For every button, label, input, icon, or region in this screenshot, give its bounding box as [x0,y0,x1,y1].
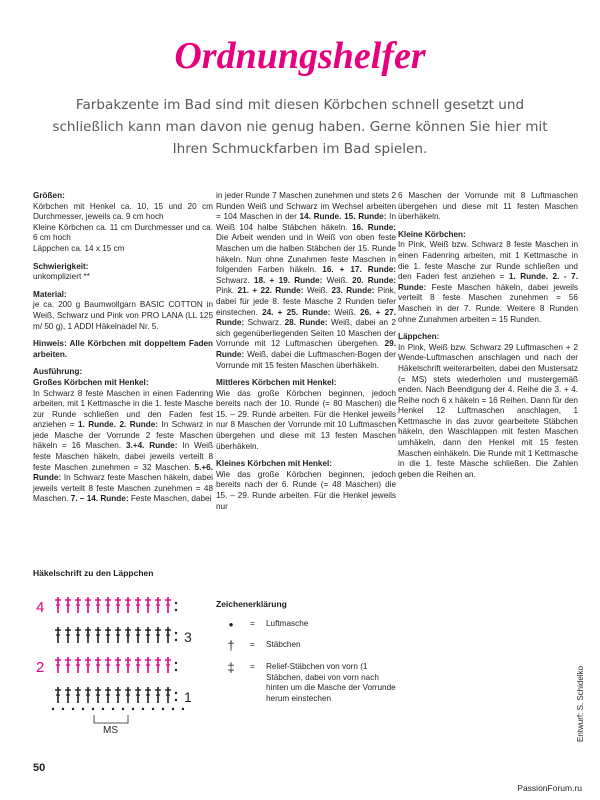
stitch-symbol [115,627,121,643]
relief-stitch-icon: ‡ [227,660,235,675]
instruction-text: In Pink, Weiß bzw. Schwarz 8 feste Maschen in einen Fadenring arbeiten, mit 1 Kettmasche in die 1. feste Masche zur Runde schließen und den Faden fest anziehen = [398,240,578,282]
sizes-line: Läppchen ca. 14 x 15 cm [33,243,125,253]
round-label: 16. Runde: [351,222,396,232]
chain-dot [142,708,144,710]
cloths-section [398,332,578,480]
stitch-symbol [165,657,171,673]
chain-dot [175,662,177,664]
stitch-symbol [165,597,171,613]
stitch-symbol [85,627,91,643]
legend-text: Stäbchen [266,640,301,649]
stitch-symbol [105,627,111,643]
sizes-section [33,191,213,255]
sizes-line: Körbchen mit Henkel ca. 10, 15 und 20 cm Durchmesser, jeweils ca. 9 cm hoch [33,201,213,222]
crochet-chart-title: Häkelschrift zu den Läppchen [33,568,154,578]
chain-dot [175,692,177,694]
small-basket-heading: Kleines Körbchen mit Henkel: [216,459,333,469]
instruction-text: Schwarz. [216,275,254,285]
round-label: 14. Runde. 15. Runde: [299,212,387,222]
chain-dot [172,708,174,710]
legend-equals: = [250,640,255,649]
double-crochet-icon: † [227,638,235,653]
medium-basket-heading: Mittleres Körbchen mit Henkel: [216,378,337,388]
instruction-text: Weiß. [330,307,361,317]
column-3 [398,191,578,487]
row-label-4: 4 [36,599,45,616]
pattern-repeat-label: MS [103,725,118,735]
small-basket-continued [398,191,578,223]
instruction-text: Wie das große Körbchen beginnen, jedoch bereits nach der 10. Runde (= 80 Maschen) die 15. – 29. Runde arbeiten. Für die Henkel jeweils nur 8 Maschen der Vorrunde mit 10 Luftmaschen übergehen und diese mit 13 festen Maschen überhäkeln. [216,388,396,451]
pattern-repeat-bracket [94,715,128,723]
stitch-symbol [145,687,151,703]
stitch-symbol [65,687,71,703]
stitch-symbol [125,687,131,703]
chain-dot [162,708,164,710]
page-title: Ordnungshelfer [174,35,426,77]
stitch-symbol [85,657,91,673]
stitch-symbol [155,597,161,613]
stitch-symbol [55,597,61,613]
stitch-symbol [85,687,91,703]
stitch-symbol [145,657,151,673]
chain-dot [175,602,177,604]
chain-dot [175,699,177,701]
stitch-symbol [75,627,81,643]
round-label: 3.+4. Runde: [125,441,178,451]
material-section [33,290,213,332]
chain-dot [102,708,104,710]
legend-text: Relief-Stäbchen von vorn (1 Stäbchen, dabei von vorn nach hinten um die Masche der Vorrunde herum einstechen [266,662,396,703]
legend-text: Luftmasche [266,619,309,628]
little-baskets-heading: Kleine Körbchen: [398,229,466,239]
legend-equals: = [250,662,255,671]
instruction-text: Pink, dabei für jede 8. feste Masche 2 Runden tiefer einstechen. [216,286,397,317]
row-label-2: 2 [36,659,45,676]
chain-dot [72,708,74,710]
chain-dot [175,632,177,634]
chain-dot [92,708,94,710]
stitch-symbol [55,657,61,673]
chain-dot [182,708,184,710]
stitch-symbol [115,657,121,673]
instructions-section [33,367,213,505]
stitch-symbol [65,627,71,643]
round-label: 21. + 22. Runde: [237,286,304,296]
large-basket-heading: Großes Körbchen mit Henkel: [33,377,149,387]
row-label-3: 3 [184,629,192,645]
round-label: 5.+6. Runde: [33,462,213,483]
chain-dot [52,708,54,710]
stitch-symbol [165,687,171,703]
legend-equals: = [250,619,255,628]
instructions-heading: Ausführung: [33,367,83,377]
watermark: PassionForum.ru [517,783,582,793]
instruction-text: in jeder Runde 7 Maschen zunehmen und stets 2 Runden Weiß und Schwarz im Wechsel arbeiten = 104 Maschen in der [216,191,396,222]
round-label: 1. Runde. 2. - 7. Runde: [398,272,578,292]
instruction-text: 6 Maschen der Vorrunde mit 8 Luftmaschen übergehen und diese mit 11 festen Maschen überhäkeln. [398,191,578,222]
stitch-symbol [145,597,151,613]
column-1 [33,191,213,512]
stitch-symbol [135,687,141,703]
round-label: 18. + 19. Runde: [253,275,323,285]
small-basket-section [216,459,396,512]
cloths-heading: Läppchen: [398,332,440,342]
column-2 [216,191,396,519]
stitch-symbol [135,597,141,613]
little-baskets-section [398,230,578,325]
chain-dot [62,708,64,710]
sizes-heading: Größen: [33,191,65,200]
stitch-symbol [155,627,161,643]
stitch-symbol [125,597,131,613]
stitch-symbol [125,657,131,673]
page-number: 50 [33,762,46,774]
stitch-symbol [105,597,111,613]
stitch-symbol [115,597,121,613]
instruction-text: In Weiß 104 halbe Stäbchen häkeln. [216,212,396,232]
stitch-symbol [155,657,161,673]
difficulty-section [33,262,213,283]
chain-dot [175,669,177,671]
chain-dot [132,708,134,710]
stitch-symbol [165,627,171,643]
instruction-text: Weiß, dabei die Luftmaschen-Bogen der Vorrunde mit 15 festen Maschen überhäkeln. [216,349,396,370]
stitch-symbol [145,627,151,643]
stitch-symbol [95,627,101,643]
round-label: 16. + 17. Runde: [322,265,396,275]
row-label-1: 1 [184,689,192,705]
stitch-symbol [85,597,91,613]
round-label: 28. Runde: [284,318,328,328]
stitch-symbol [55,627,61,643]
instruction-text: Weiß, dabei an 2 sich gegenüberliegenden Seiten 10 Maschen der Vorrunde mit 12 Luftmaschen übergehen. [216,318,396,349]
round-label: 24. + 25. Runde: [262,307,331,317]
stitch-symbol [95,657,101,673]
stitch-symbol [105,657,111,673]
instruction-text: In Weiß feste Maschen häkeln, dabei jeweils verteilt 8 feste Maschen zunehmen = 32 Maschen. [33,441,213,472]
stitch-symbol [115,687,121,703]
large-basket-continued [216,191,396,371]
chain-dot [152,708,154,710]
stitch-symbol [55,687,61,703]
stitch-symbol [75,687,81,703]
stitch-symbol [95,687,101,703]
material-text: je ca. 200 g Baumwollgarn BASIC COTTON in Weiß, Schwarz und Pink von PRO LANA (LL 125 m/ 50 g), 1 ADDI Häkelnadel Nr. 5. [33,300,213,331]
instruction-text: Weiß. [303,286,332,296]
chain-stitch-icon: • [228,617,234,632]
instruction-text: In Schwarz 8 feste Maschen in einen Fadenring arbeiten, mit 1 Kettmasche in die 1. feste Masche zur Runde schließen und den Faden fest anziehen = [33,388,213,430]
instruction-text: Schwarz. [244,318,285,328]
round-label: 7. – 14. Runde: [70,494,129,504]
round-label: 20. Runde: [352,275,396,285]
stitch-symbol [135,627,141,643]
material-heading: Material: [33,289,67,299]
note-text: Hinweis: Alle Körbchen mit doppeltem Faden arbeiten. [33,339,213,359]
instruction-text: In Pink, Weiß bzw. Schwarz 29 Luftmaschen + 2 Wende-Luftmaschen anschlagen und nach der Häkelschrift weiterarbeiten, dabei den Mustersatz (= MS) stets wiederholen und mustergemäß enden. Nach Beendigung der 4. Reihe die 3. + 4. Reihe noch 6 x häkeln = 16 Reihen. Dann für den Henkel 12 Luftmaschen anschlagen, 1 Kettmasche in das zuvor gearbeitete Stäbchen häkeln, den Waschlappen mit festen Maschen umhäkeln, dann den Henkel mit 15 festen Maschen einhäkeln. Die Runde mit 1 Kettmasche in die 1. feste Masche schließen. Die Zahlen geben die Reihen an. [398,342,578,479]
chain-dot [175,609,177,611]
difficulty-text: unkompliziert ** [33,272,90,282]
design-credit: Entwurf: S. Schidelko [576,665,585,742]
instruction-text: Weiß. [322,275,353,285]
note-section [33,339,213,360]
stitch-symbol [125,627,131,643]
stitch-symbol [105,687,111,703]
stitch-symbol [135,657,141,673]
sizes-line: Kleine Körbchen ca. 11 cm Durchmesser und ca. 6 cm hoch [33,222,213,243]
stitch-symbol [75,657,81,673]
stitch-symbol [65,597,71,613]
stitch-symbol [75,597,81,613]
medium-basket-section [216,378,396,452]
stitch-symbol [65,657,71,673]
difficulty-heading: Schwierigkeit: [33,261,89,271]
stitch-symbol [155,687,161,703]
chain-dot [175,639,177,641]
round-label: 29. Runde: [216,339,396,359]
instruction-text: Feste Maschen, dabei [128,494,212,504]
instruction-text: Pink. [216,286,238,296]
stitch-symbol [95,597,101,613]
round-label: 1. Runde. 2. Runde: [77,420,158,430]
round-label: 23. Runde: [331,286,375,296]
chain-dot [112,708,114,710]
instruction-text: Wie das große Körbchen beginnen, jedoch bereits nach der 6. Runde (= 48 Maschen) die 15. – 29. Runde arbeiten. Für die Henkel jeweils nur [216,469,396,511]
intro-text: Farbakzente im Bad sind mit diesen Körbchen schnell gesetzt und schließlich kann man davon nie genug haben. Gerne können Sie hier mit Ihren Schmuckfarben im Bad spielen. [52,97,548,157]
chain-dot [122,708,124,710]
instruction-text: Die Arbeit wenden und in Weiß von oben feste Maschen um die halben Stäbchen der 15. Runde häkeln. Nun ohne Zunahmen feste Maschen in folgenden Farben häkeln. [216,233,396,275]
instruction-text: In Schwarz feste Maschen häkeln, dabei jeweils verteilt 8 feste Maschen zunehmen = 48 Maschen. [33,473,213,504]
legend-title: Zeichenerklärung [216,599,287,609]
instruction-text: Feste Maschen häkeln, dabei jeweils verteilt 8 feste Maschen zunehmen = 56 Maschen in der 7. Runde. Weitere 8 Runden ohne Zunahmen arbeiten = 15 Runden. [398,282,578,324]
instruction-text: In Schwarz in jede Masche der Vorrunde 2 feste Maschen häkeln = 16 Maschen. [33,420,213,451]
crochet-chart [30,585,210,735]
chain-dot [82,708,84,710]
round-label: 26. + 27. Runde: [216,307,396,328]
